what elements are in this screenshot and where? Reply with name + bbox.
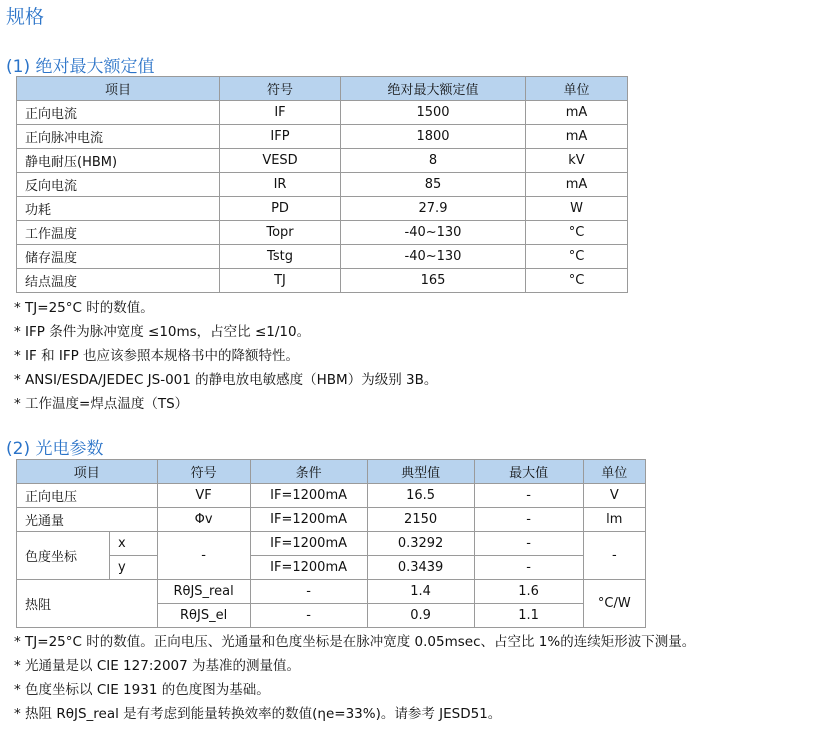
- table-row: [17, 508, 646, 532]
- cell-typ: 1.4: [367, 580, 474, 604]
- section1-title: (1) 绝对最大额定值: [6, 57, 155, 77]
- section2-title: (2) 光电参数: [6, 439, 104, 459]
- header-max: 最大值: [474, 460, 583, 484]
- cell-unit: °C: [526, 221, 628, 245]
- table-header-row: [17, 77, 628, 101]
- cell-max: 1.6: [474, 580, 583, 604]
- header-item: 项目: [17, 77, 220, 101]
- cell-max: -: [474, 556, 583, 580]
- cell-sub-label: y: [110, 556, 158, 580]
- note: * 色度坐标以 CIE 1931 的色度图为基础。: [14, 682, 270, 698]
- section1-notes: [14, 296, 437, 416]
- cell-condition: IF=1200mA: [250, 508, 367, 532]
- cell-condition: -: [250, 604, 367, 628]
- table-header-row: [17, 460, 646, 484]
- cell-sub-label: x: [110, 532, 158, 556]
- cell-item: 热阻: [17, 580, 158, 628]
- cell-value: -40~130: [341, 245, 526, 269]
- optoelectronic-params-table: [16, 459, 646, 628]
- header-condition: 条件: [250, 460, 367, 484]
- table-row: [17, 101, 628, 125]
- cell-value: 1500: [341, 101, 526, 125]
- table-row: [17, 269, 628, 293]
- cell-max: -: [474, 484, 583, 508]
- cell-unit: -: [583, 532, 645, 580]
- cell-unit: °C: [526, 269, 628, 293]
- cell-condition: IF=1200mA: [250, 532, 367, 556]
- cell-typ: 0.3439: [367, 556, 474, 580]
- header-unit: 单位: [583, 460, 645, 484]
- page-title: 规格: [6, 6, 45, 28]
- cell-condition: IF=1200mA: [250, 484, 367, 508]
- cell-item: 色度坐标: [17, 532, 110, 580]
- cell-max: -: [474, 532, 583, 556]
- cell-unit: kV: [526, 149, 628, 173]
- table-row: [17, 580, 646, 604]
- table-row: [17, 173, 628, 197]
- cell-item: 结点温度: [17, 269, 220, 293]
- cell-item: 正向电压: [17, 484, 158, 508]
- note: * 热阻 RθJS_real 是有考虑到能量转换效率的数值(ηe=33%)。请参考 JESD51。: [14, 706, 502, 722]
- note: * 工作温度=焊点温度（TS）: [14, 396, 189, 412]
- cell-unit: V: [583, 484, 645, 508]
- cell-unit: mA: [526, 125, 628, 149]
- cell-item: 反向电流: [17, 173, 220, 197]
- cell-typ: 0.9: [367, 604, 474, 628]
- table-row: [17, 221, 628, 245]
- cell-symbol: Φv: [157, 508, 250, 532]
- cell-symbol: PD: [220, 197, 341, 221]
- cell-value: 165: [341, 269, 526, 293]
- cell-unit: °C/W: [583, 580, 645, 628]
- section2-notes: [14, 630, 695, 726]
- cell-unit: W: [526, 197, 628, 221]
- cell-unit: mA: [526, 101, 628, 125]
- header-symbol: 符号: [157, 460, 250, 484]
- cell-symbol: IR: [220, 173, 341, 197]
- note: * IFP 条件为脉冲宽度 ≤10ms，占空比 ≤1/10。: [14, 324, 311, 340]
- cell-item: 工作温度: [17, 221, 220, 245]
- cell-item: 储存温度: [17, 245, 220, 269]
- cell-symbol: IFP: [220, 125, 341, 149]
- cell-symbol: Tstg: [220, 245, 341, 269]
- cell-condition: -: [250, 580, 367, 604]
- cell-value: -40~130: [341, 221, 526, 245]
- cell-unit: °C: [526, 245, 628, 269]
- note: * 光通量是以 CIE 127:2007 为基准的测量值。: [14, 658, 301, 674]
- cell-value: 27.9: [341, 197, 526, 221]
- cell-condition: IF=1200mA: [250, 556, 367, 580]
- cell-item: 正向脉冲电流: [17, 125, 220, 149]
- header-item: 项目: [17, 460, 158, 484]
- table-row: [17, 556, 646, 580]
- cell-max: 1.1: [474, 604, 583, 628]
- table-row: [17, 197, 628, 221]
- note: * ANSI/ESDA/JEDEC JS-001 的静电放电敏感度（HBM）为级别 3B。: [14, 372, 438, 388]
- cell-max: -: [474, 508, 583, 532]
- header-unit: 单位: [526, 77, 628, 101]
- note: * IF 和 IFP 也应该参照本规格书中的降额特性。: [14, 348, 300, 364]
- header-rating: 绝对最大额定值: [341, 77, 526, 101]
- header-symbol: 符号: [220, 77, 341, 101]
- cell-symbol: VF: [157, 484, 250, 508]
- table-row: [17, 245, 628, 269]
- cell-value: 85: [341, 173, 526, 197]
- cell-symbol: RθJS_real: [157, 580, 250, 604]
- table-row: [17, 125, 628, 149]
- note: * TJ=25°C 时的数值。正向电压、光通量和色度坐标是在脉冲宽度 0.05msec、占空比 1%的连续矩形波下测量。: [14, 634, 696, 650]
- note: * TJ=25°C 时的数值。: [14, 300, 154, 316]
- cell-symbol: VESD: [220, 149, 341, 173]
- absolute-max-ratings-table: [16, 76, 628, 293]
- cell-symbol: -: [157, 532, 250, 580]
- table-row: [17, 484, 646, 508]
- cell-item: 静电耐压(HBM): [17, 149, 220, 173]
- cell-symbol: IF: [220, 101, 341, 125]
- cell-unit: mA: [526, 173, 628, 197]
- cell-item: 功耗: [17, 197, 220, 221]
- cell-symbol: TJ: [220, 269, 341, 293]
- cell-item: 正向电流: [17, 101, 220, 125]
- cell-symbol: Topr: [220, 221, 341, 245]
- table-row: [17, 149, 628, 173]
- cell-symbol: RθJS_el: [157, 604, 250, 628]
- cell-typ: 0.3292: [367, 532, 474, 556]
- cell-item: 光通量: [17, 508, 158, 532]
- cell-value: 8: [341, 149, 526, 173]
- cell-unit: lm: [583, 508, 645, 532]
- cell-typ: 2150: [367, 508, 474, 532]
- cell-value: 1800: [341, 125, 526, 149]
- cell-typ: 16.5: [367, 484, 474, 508]
- table-row: [17, 532, 646, 556]
- header-typ: 典型值: [367, 460, 474, 484]
